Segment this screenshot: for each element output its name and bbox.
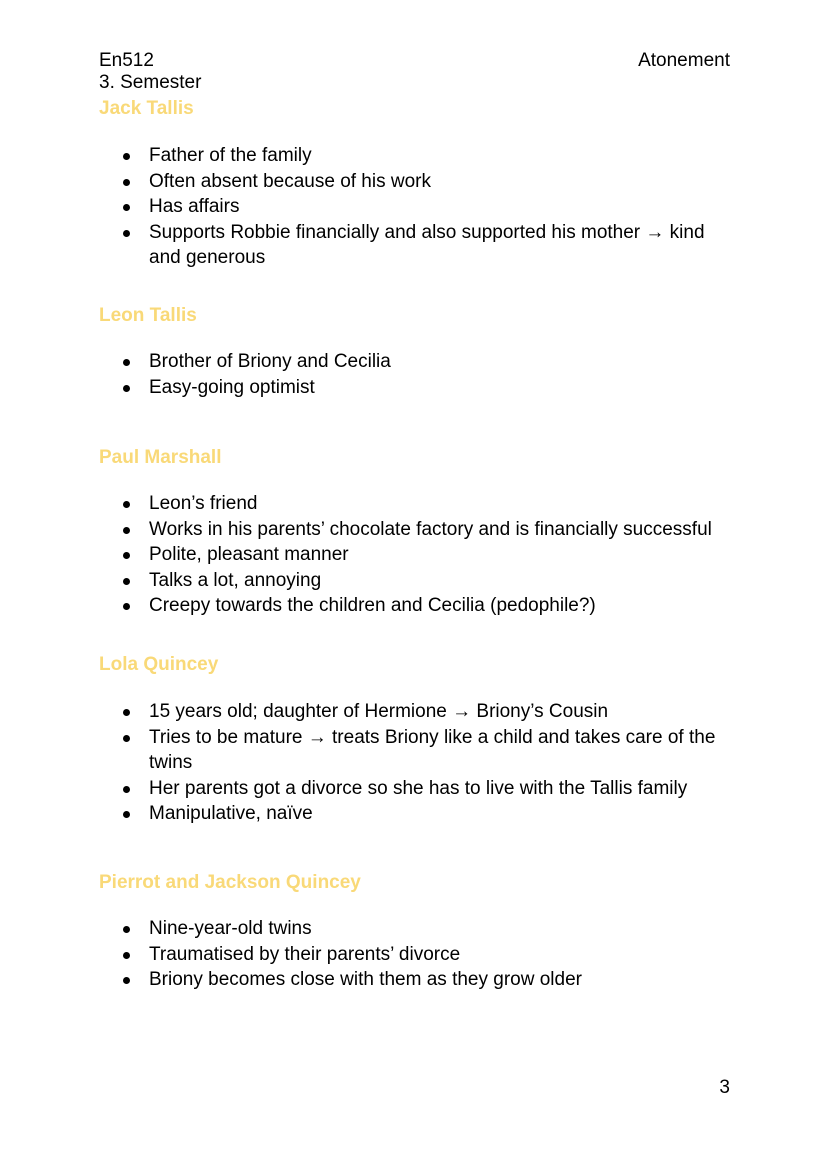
bullet-list	[119, 916, 739, 993]
list-item: Traumatised by their parents’ divorce	[119, 942, 739, 968]
bullet-icon	[123, 552, 130, 559]
list-item: Manipulative, naïve	[119, 801, 739, 827]
list-item: Leon’s friend	[119, 491, 739, 517]
bullet-icon	[123, 179, 130, 186]
section-title: Leon Tallis	[99, 305, 197, 326]
list-item: Supports Robbie financially and also supported his mother → kind and generous	[119, 220, 739, 271]
list-item: Often absent because of his work	[119, 169, 739, 195]
bullet-icon	[123, 926, 130, 933]
bullet-icon	[123, 578, 130, 585]
bullet-list	[119, 699, 739, 827]
list-item: Her parents got a divorce so she has to live with the Tallis family	[119, 776, 739, 802]
bullet-list	[119, 143, 739, 271]
list-item: Works in his parents’ chocolate factory and is financially successful	[119, 517, 739, 543]
list-item: 15 years old; daughter of Hermione → Briony’s Cousin	[119, 699, 739, 725]
course-code: En512	[99, 50, 154, 71]
section-jack-tallis	[99, 97, 739, 268]
section-title: Jack Tallis	[99, 98, 194, 119]
bullet-icon	[123, 735, 130, 742]
section-pierrot-and-jackson-quincey	[99, 871, 739, 990]
section-title: Paul Marshall	[99, 447, 222, 468]
section-paul-marshall	[99, 446, 739, 616]
bullet-icon	[123, 230, 130, 237]
bullet-icon	[123, 811, 130, 818]
bullet-list	[119, 491, 739, 619]
list-item: Polite, pleasant manner	[119, 542, 739, 568]
bullet-icon	[123, 385, 130, 392]
list-item: Nine-year-old twins	[119, 916, 739, 942]
list-item: Brother of Briony and Cecilia	[119, 349, 739, 375]
list-item: Has affairs	[119, 194, 739, 220]
list-item: Father of the family	[119, 143, 739, 169]
bullet-icon	[123, 603, 130, 610]
bullet-icon	[123, 501, 130, 508]
semester-label: 3. Semester	[99, 72, 202, 93]
bullet-icon	[123, 359, 130, 366]
list-item: Easy-going optimist	[119, 375, 739, 401]
bullet-icon	[123, 527, 130, 534]
document-title: Atonement	[638, 50, 730, 71]
bullet-icon	[123, 204, 130, 211]
bullet-icon	[123, 709, 130, 716]
section-title: Lola Quincey	[99, 654, 219, 675]
bullet-icon	[123, 786, 130, 793]
section-lola-quincey	[99, 653, 739, 824]
list-item: Talks a lot, annoying	[119, 568, 739, 594]
section-title: Pierrot and Jackson Quincey	[99, 872, 361, 893]
section-leon-tallis	[99, 304, 739, 398]
list-item: Briony becomes close with them as they grow older	[119, 967, 739, 993]
bullet-icon	[123, 952, 130, 959]
bullet-list	[119, 349, 739, 400]
list-item: Tries to be mature → treats Briony like a child and takes care of the twins	[119, 725, 739, 776]
page-number: 3	[719, 1077, 730, 1098]
list-item: Creepy towards the children and Cecilia (pedophile?)	[119, 593, 739, 619]
bullet-icon	[123, 977, 130, 984]
bullet-icon	[123, 153, 130, 160]
